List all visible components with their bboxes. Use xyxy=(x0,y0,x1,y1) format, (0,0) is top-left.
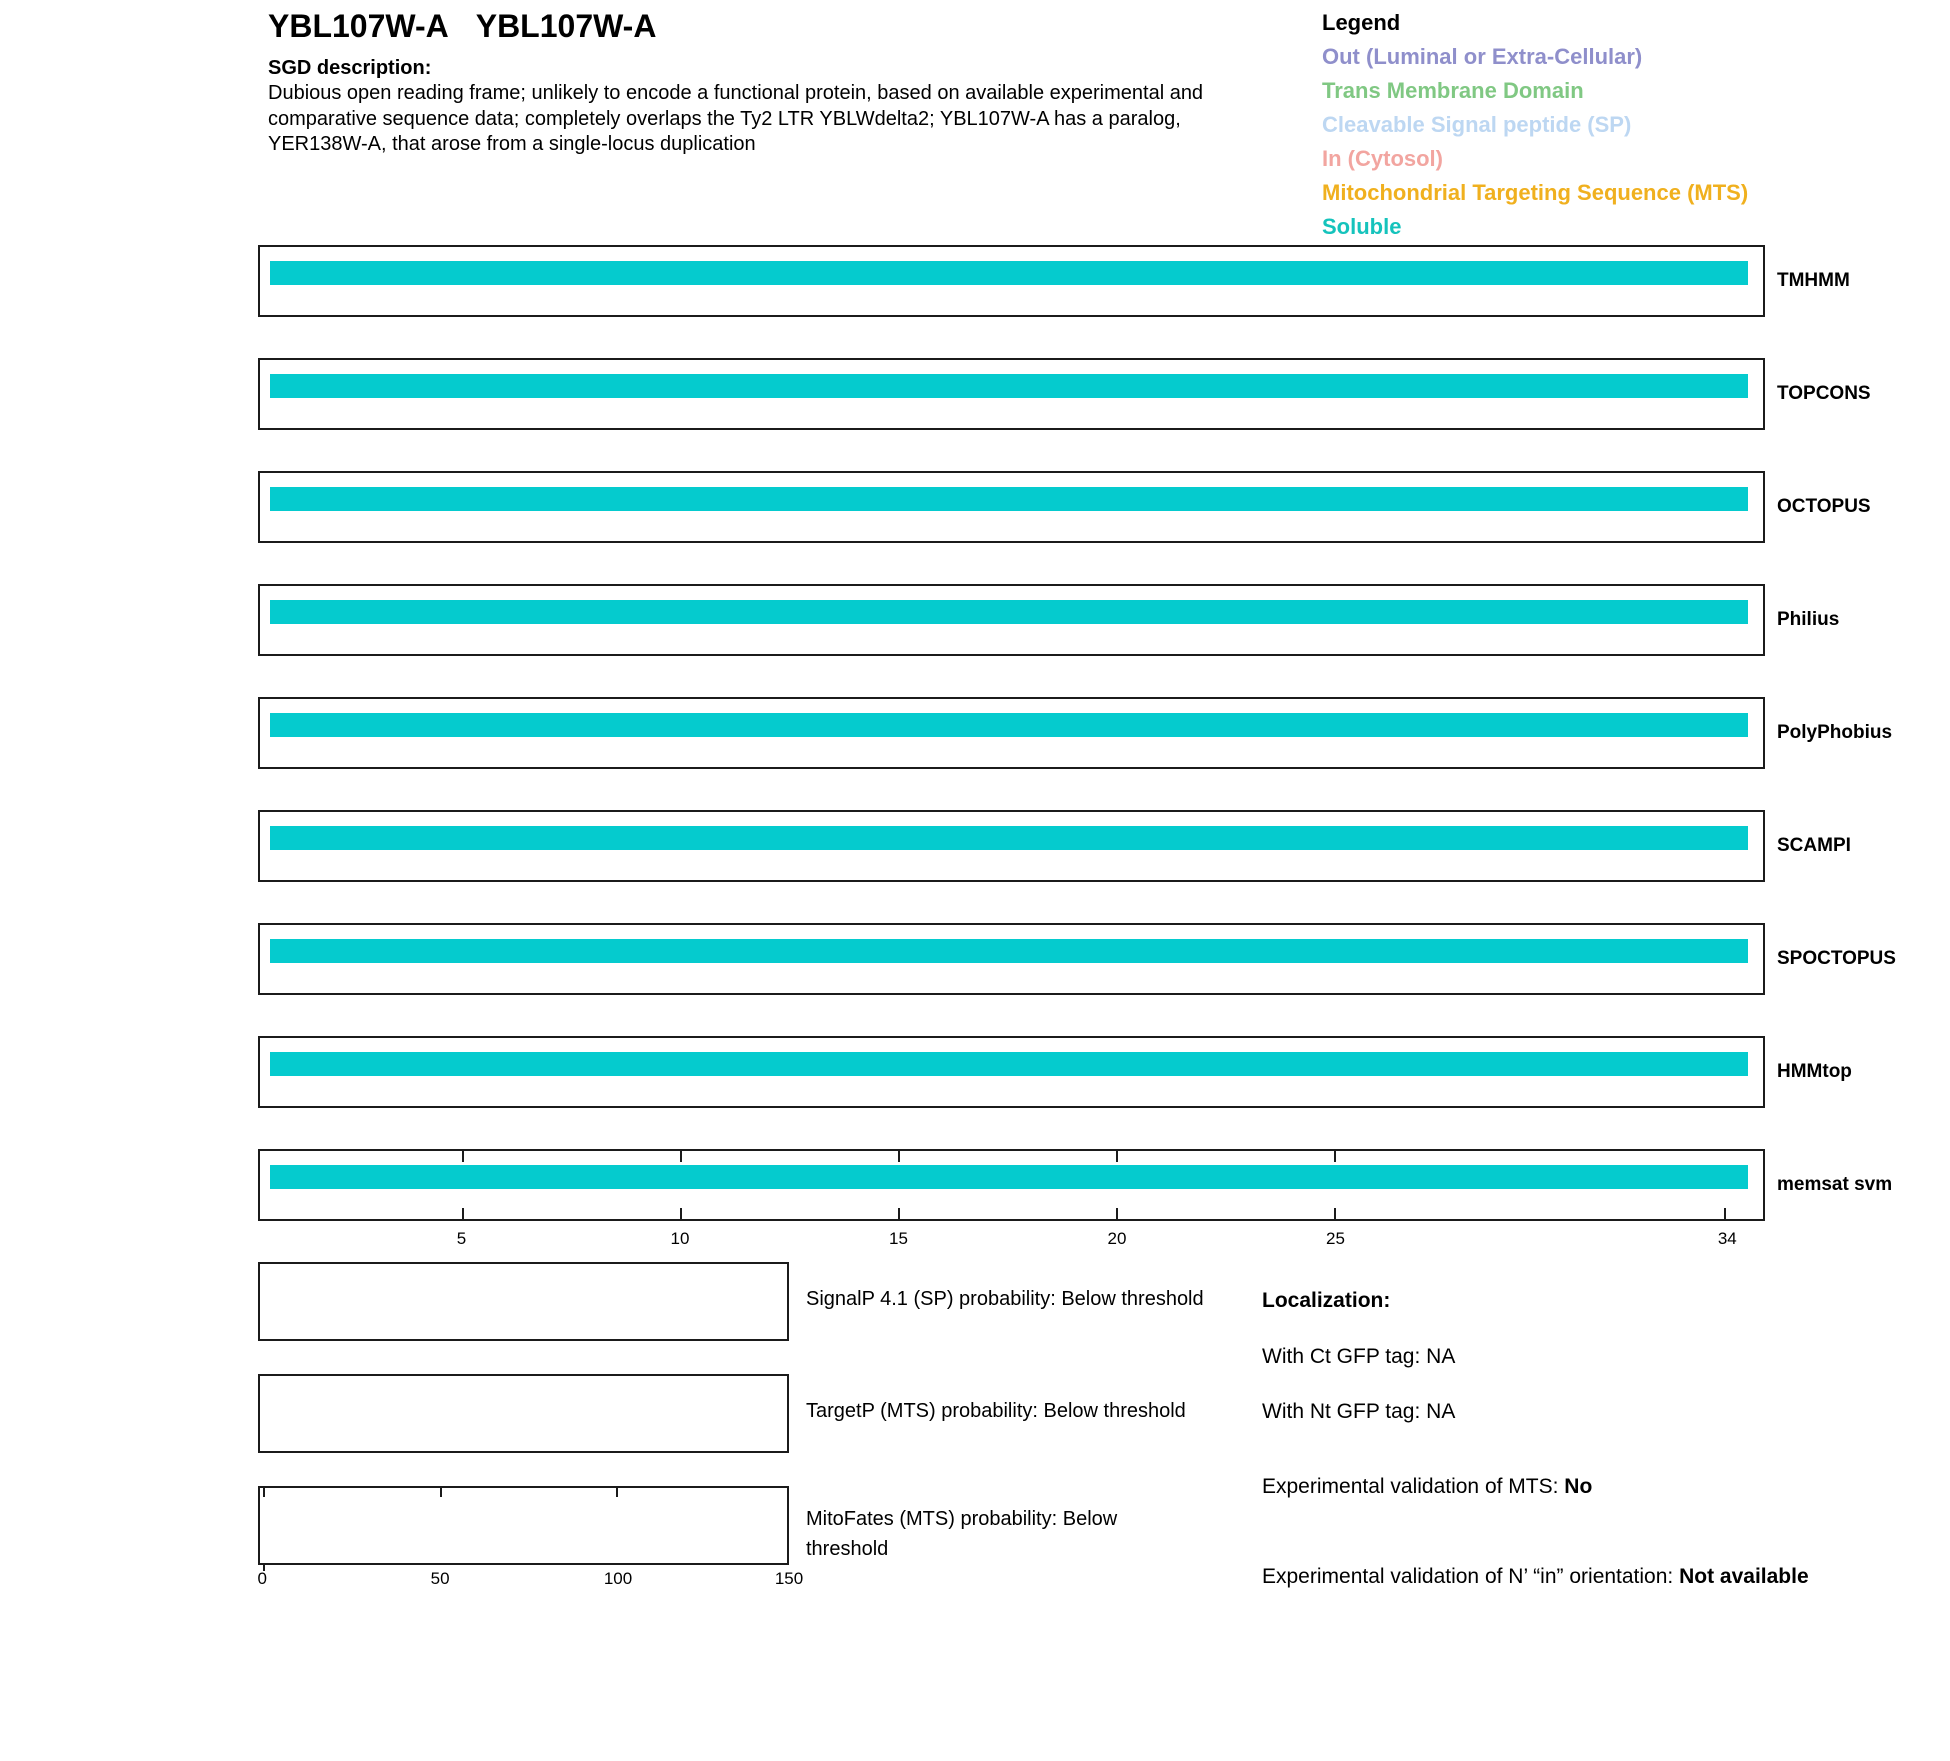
axis-tick xyxy=(680,1151,682,1162)
legend-item-out: Out (Luminal or Extra-Cellular) xyxy=(1322,44,1643,69)
soluble-bar xyxy=(270,1165,1748,1189)
track-label: OCTOPUS xyxy=(1777,496,1871,517)
probability-axis xyxy=(257,1569,804,1591)
legend-title: Legend xyxy=(1322,10,1401,35)
track-row-philius xyxy=(258,584,1840,656)
orf-name: YBL107W-A xyxy=(268,8,449,44)
track-plot-box xyxy=(258,1149,1765,1221)
track-row-octopus xyxy=(258,471,1871,543)
orientation-validation-line xyxy=(1262,1556,1810,1598)
legend xyxy=(1322,6,1748,244)
axis-tick-label: 5 xyxy=(456,1229,467,1248)
legend-item-soluble: Soluble xyxy=(1322,214,1402,239)
soluble-bar xyxy=(270,939,1748,963)
axis-tick xyxy=(680,1208,682,1219)
axis-tick xyxy=(616,1488,618,1497)
sgd-description xyxy=(268,81,1308,158)
axis-tick xyxy=(462,1151,464,1162)
axis-tick xyxy=(1334,1208,1336,1219)
track-label: PolyPhobius xyxy=(1777,722,1893,743)
track-row-tmhmm xyxy=(258,245,1850,317)
track-row-hmmtop xyxy=(258,1036,1852,1108)
axis-tick-label: 25 xyxy=(1326,1229,1345,1248)
track-plot-box xyxy=(258,358,1765,430)
track-row-memsat-svm xyxy=(258,1149,1893,1221)
mitofates-label: MitoFates (MTS) probability: Below threshold xyxy=(806,1508,1118,1560)
axis-tick xyxy=(898,1208,900,1219)
sgd-description-line: YER138W-A, that arose from a single-locus duplication xyxy=(268,133,756,155)
mitofates-plot-box xyxy=(258,1486,789,1565)
legend-item-in-cytosol: In (Cytosol) xyxy=(1322,146,1443,171)
track-plot-box xyxy=(258,584,1765,656)
track-label: memsat svm xyxy=(1777,1174,1893,1195)
axis-tick xyxy=(1334,1151,1336,1162)
localization-heading: Localization: xyxy=(1262,1289,1391,1312)
mts-validation-value: No xyxy=(1564,1475,1593,1498)
sgd-description-heading: SGD description: xyxy=(268,57,432,79)
signalp-label: SignalP 4.1 (SP) probability: Below threshold xyxy=(806,1288,1204,1310)
soluble-bar xyxy=(270,600,1748,624)
axis-tick xyxy=(898,1151,900,1162)
track-label: TOPCONS xyxy=(1777,383,1871,404)
targetp-label: TargetP (MTS) probability: Below threshold xyxy=(806,1400,1186,1422)
axis-tick-label: 34 xyxy=(1717,1229,1737,1248)
axis-tick-label: 100 xyxy=(603,1569,633,1588)
track-row-topcons xyxy=(258,358,1871,430)
ct-gfp-line: With Ct GFP tag: NA xyxy=(1262,1345,1456,1368)
track-plot-box xyxy=(258,471,1765,543)
signalp-plot-box xyxy=(258,1262,789,1341)
axis-tick xyxy=(1116,1208,1118,1219)
page-title xyxy=(268,8,656,45)
axis-tick-label: 20 xyxy=(1107,1229,1127,1248)
soluble-bar xyxy=(270,713,1748,737)
soluble-bar xyxy=(270,826,1748,850)
legend-item-transmembrane: Trans Membrane Domain xyxy=(1322,78,1584,103)
track-plot-box xyxy=(258,810,1765,882)
nt-gfp-line: With Nt GFP tag: NA xyxy=(1262,1400,1456,1423)
track-plot-box xyxy=(258,923,1765,995)
axis-tick xyxy=(1724,1208,1726,1219)
axis-tick xyxy=(440,1488,442,1497)
soluble-bar xyxy=(270,487,1748,511)
axis-tick xyxy=(263,1488,265,1497)
sgd-description-line: comparative sequence data; completely overlaps the Ty2 LTR YBLWdelta2; YBL107W-A has a paralog, xyxy=(268,107,1181,130)
track-plot-box xyxy=(258,245,1765,317)
orientation-validation-label: Experimental validation of N’ “in” orientation: xyxy=(1262,1565,1680,1588)
axis-tick xyxy=(1116,1151,1118,1162)
sgd-description-line: Dubious open reading frame; unlikely to encode a functional protein, based on available experimental and xyxy=(268,82,1204,104)
soluble-bar xyxy=(270,1052,1748,1076)
mts-validation-line xyxy=(1262,1475,1592,1499)
axis-tick xyxy=(462,1208,464,1219)
mts-validation-label: Experimental validation of MTS: xyxy=(1262,1475,1565,1498)
track-label: TMHMM xyxy=(1777,270,1850,291)
legend-item-signal-peptide: Cleavable Signal peptide (SP) xyxy=(1322,112,1632,137)
soluble-bar xyxy=(270,374,1748,398)
axis-tick-label: 15 xyxy=(889,1229,908,1248)
axis-tick-label: 50 xyxy=(430,1569,450,1588)
axis-tick-label: 10 xyxy=(670,1229,690,1248)
gene-name: YBL107W-A xyxy=(475,8,657,44)
track-label: Philius xyxy=(1777,609,1840,630)
axis-tick-label: 0 xyxy=(257,1569,267,1588)
track-label: SCAMPI xyxy=(1777,835,1851,856)
track-plot-box xyxy=(258,1036,1765,1108)
orientation-validation-value: Not available xyxy=(1679,1565,1809,1588)
track-plot-box xyxy=(258,697,1765,769)
legend-item-mts: Mitochondrial Targeting Sequence (MTS) xyxy=(1322,180,1749,205)
track-row-scampi xyxy=(258,810,1851,882)
track-row-polyphobius xyxy=(258,697,1893,769)
axis-tick-label: 150 xyxy=(774,1569,804,1588)
track-label: HMMtop xyxy=(1777,1061,1852,1082)
track-label: SPOCTOPUS xyxy=(1777,948,1896,969)
targetp-plot-box xyxy=(258,1374,789,1453)
track-row-spoctopus xyxy=(258,923,1896,995)
residue-axis xyxy=(258,1229,1765,1251)
soluble-bar xyxy=(270,261,1748,285)
